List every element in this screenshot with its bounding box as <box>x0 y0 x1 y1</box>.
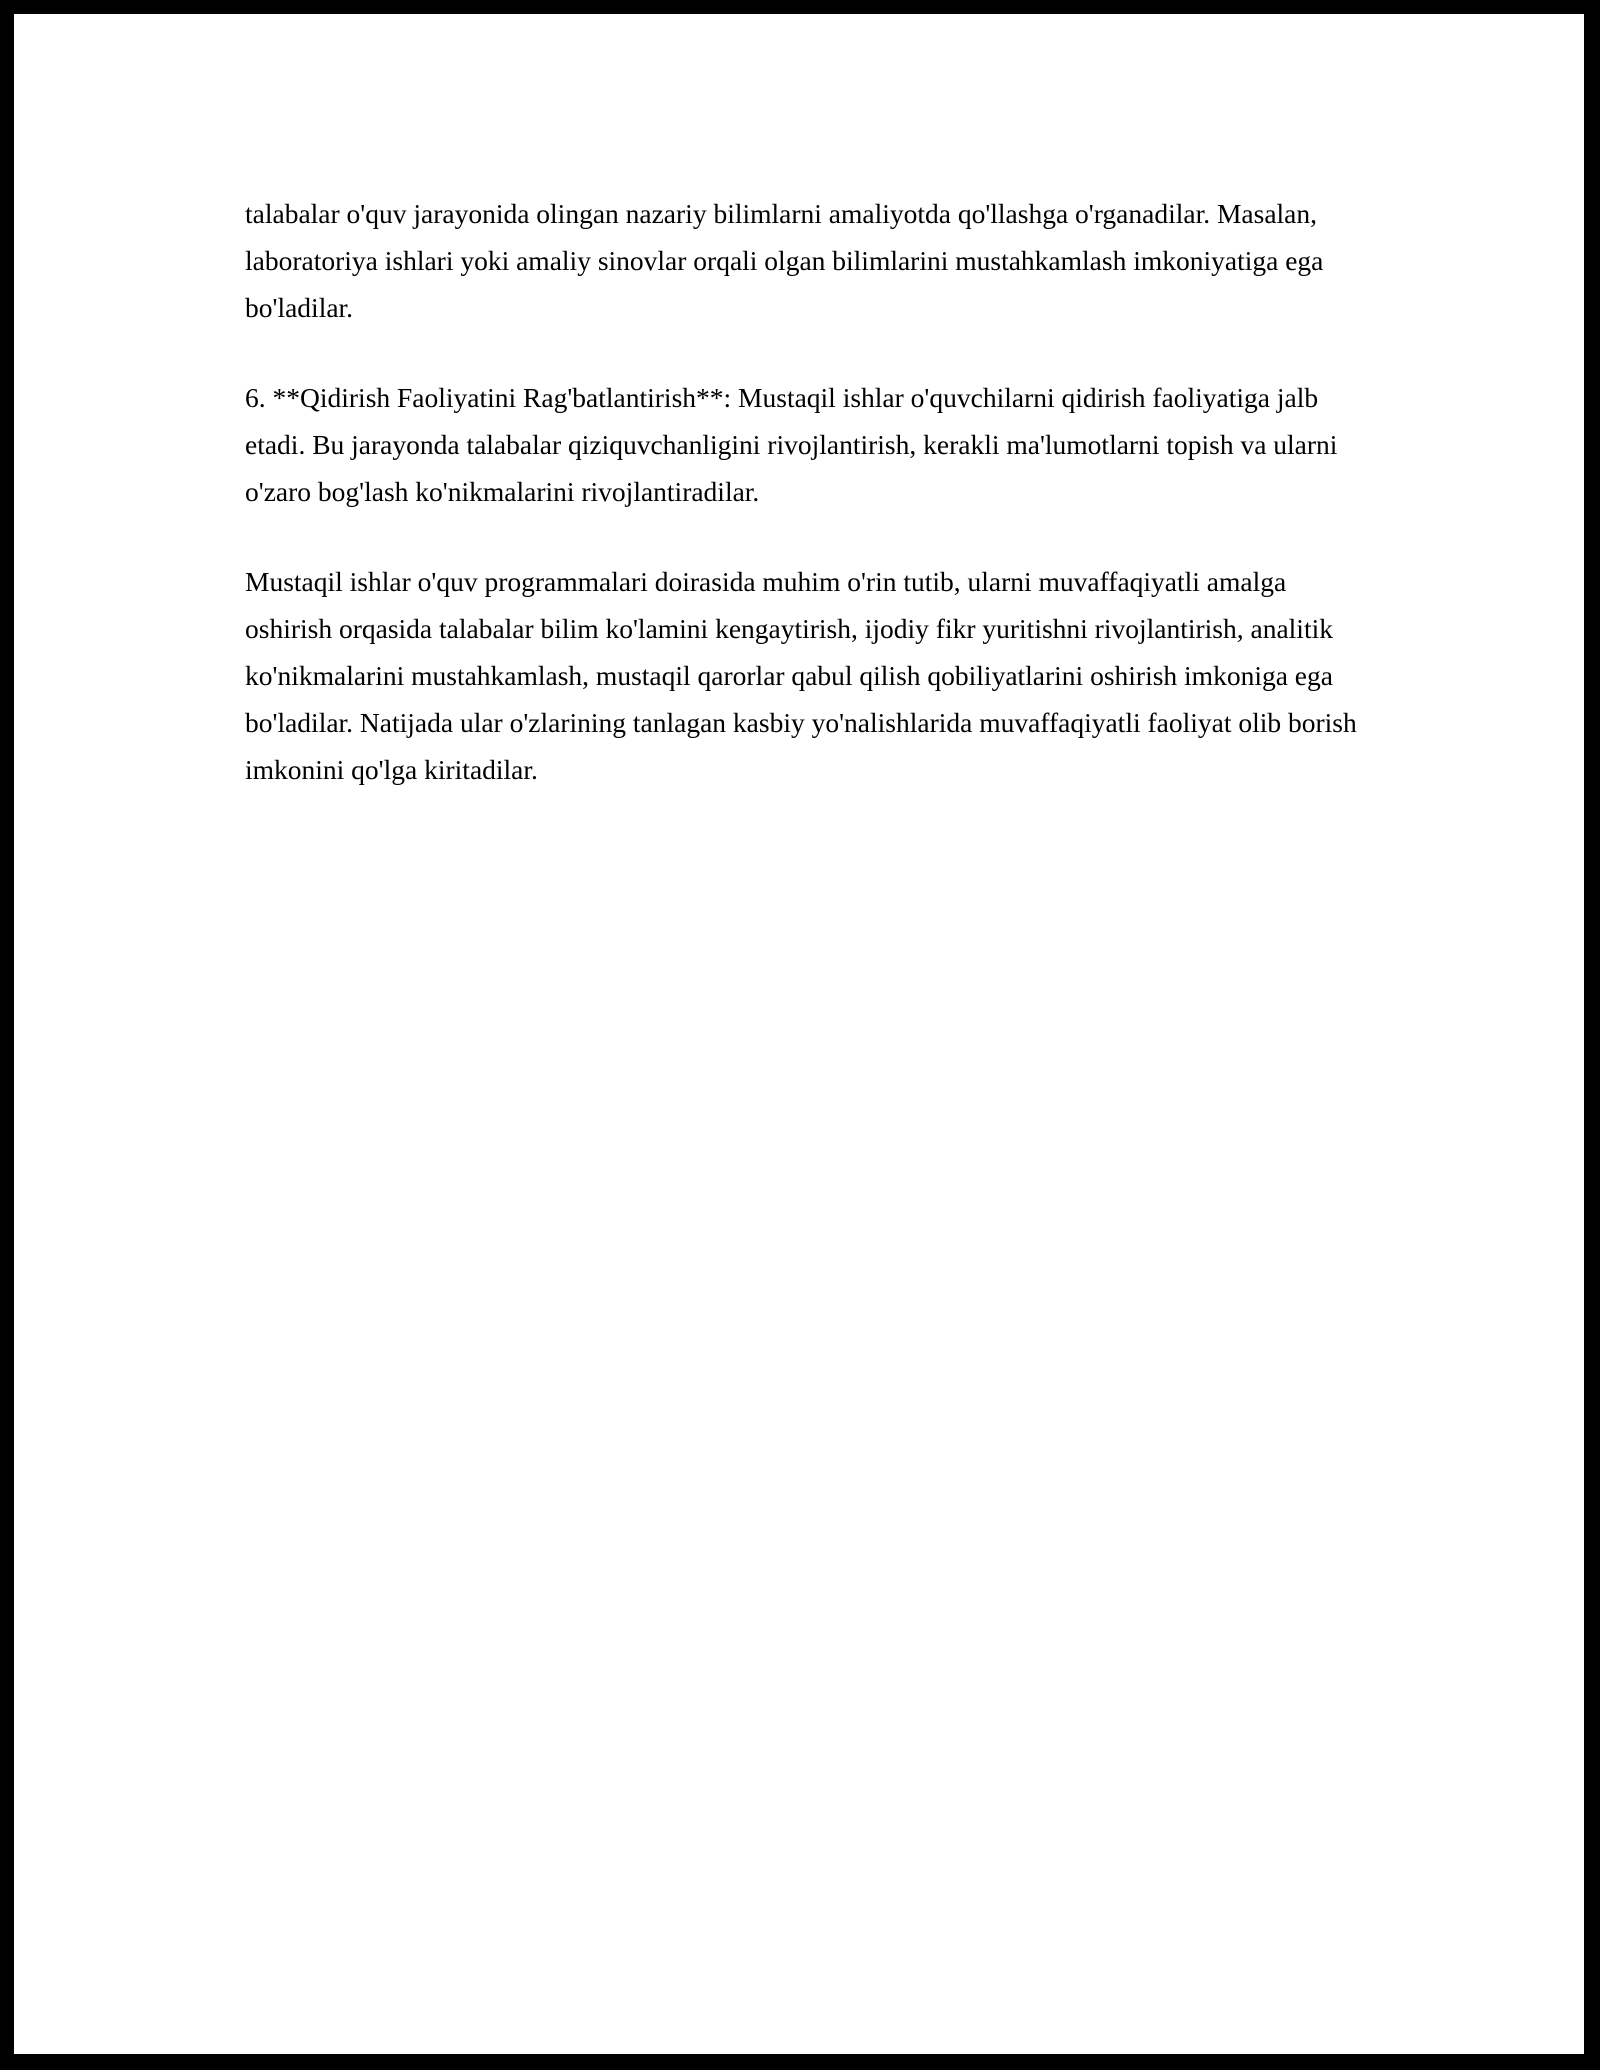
document-page <box>14 14 1584 2054</box>
paragraph-2: 6. **Qidirish Faoliyatini Rag'batlantirish**: Mustaqil ishlar o'quvchilarni qidirish faoliyatiga jalb etadi. Bu jarayonda talabalar qiziquvchanligini rivojlantirish, kerakli ma'lumotlarni topish va ularni o'zaro bog'lash ko'nikmalarini rivojlantiradilar. <box>245 382 1345 507</box>
document-text-body <box>245 190 1375 793</box>
paragraph-3: Mustaqil ishlar o'quv programmalari doirasida muhim o'rin tutib, ularni muvaffaqiyatli amalga oshirish orqasida talabalar bilim ko'lamini kengaytirish, ijodiy fikr yuritishni rivojlantirish, analitik ko'nikmalarini mustahkamlash, mustaqil qarorlar qabul qilish qobiliyatlarini oshirish imkoniga ega bo'ladilar. Natijada ular o'zlarining tanlagan kasbiy yo'nalishlarida muvaffaqiyatli faoliyat olib borish imkonini qo'lga kiritadilar. <box>245 566 1364 785</box>
paragraph-1: talabalar o'quv jarayonida olingan nazariy bilimlarni amaliyotda qo'llashga o'rganadilar. Masalan, laboratoriya ishlari yoki amaliy sinovlar orqali olgan bilimlarini mustahkamlash imkoniyatiga ega bo'ladilar. <box>245 198 1331 323</box>
